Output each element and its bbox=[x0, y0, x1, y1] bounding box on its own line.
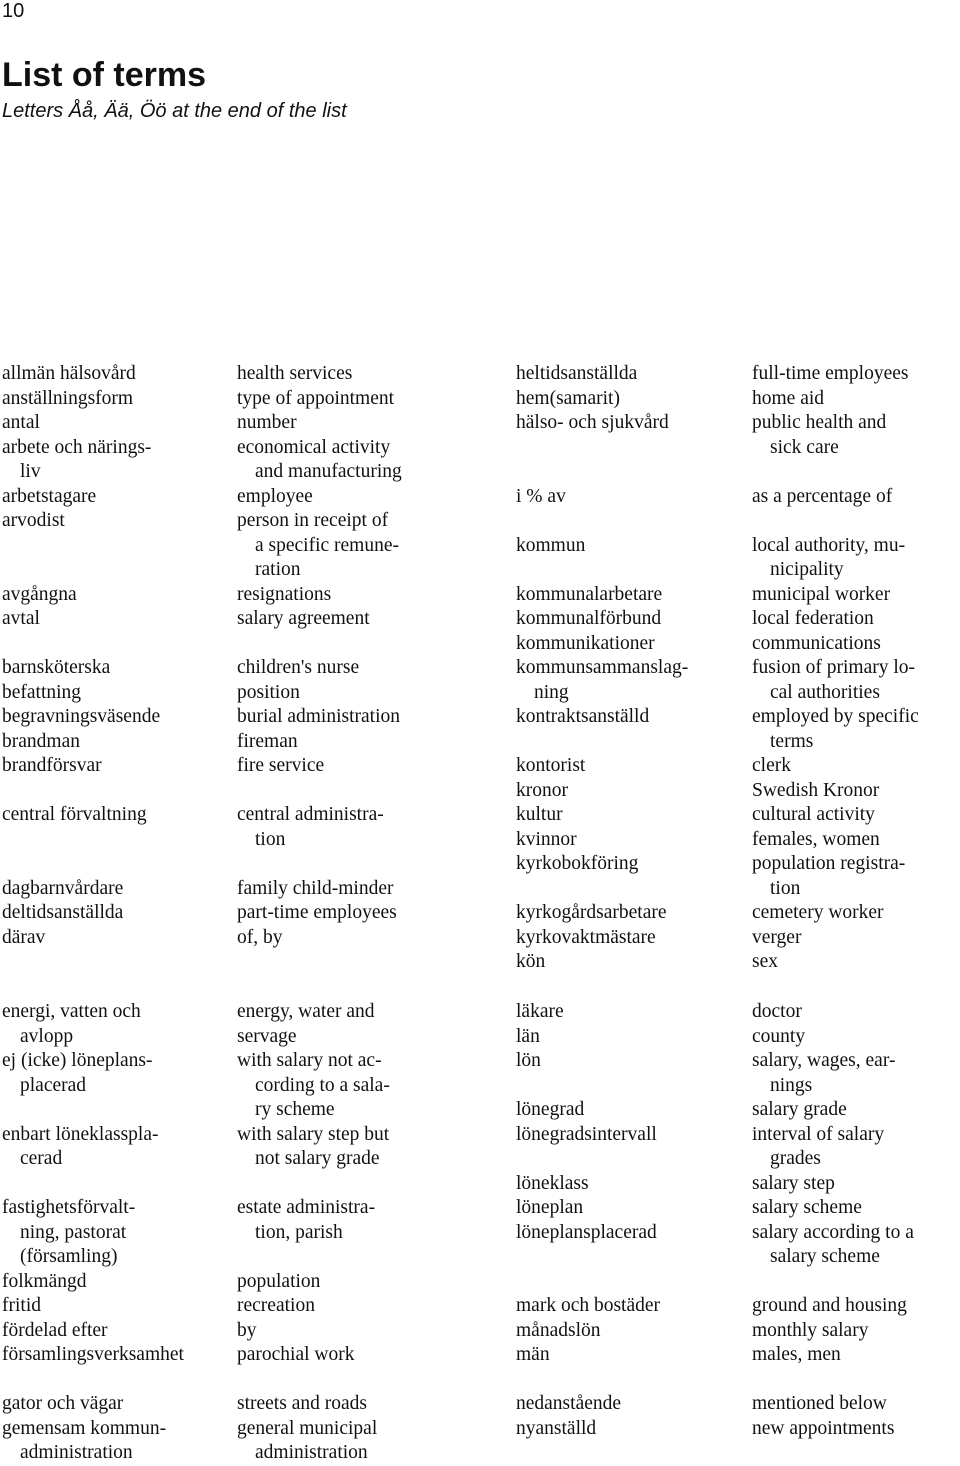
term-line: not salary grade bbox=[255, 1148, 380, 1169]
term-line: ning bbox=[534, 681, 569, 703]
term-line bbox=[2, 852, 160, 877]
term-line: kronor bbox=[516, 779, 568, 801]
term-line: economical activity bbox=[237, 436, 391, 458]
term-line: avgångna bbox=[2, 583, 77, 605]
term-line: a specific remune- bbox=[255, 534, 400, 556]
term-line: begravningsväsende bbox=[2, 706, 161, 727]
term-line: antal bbox=[2, 412, 40, 433]
swedish-term-column bbox=[516, 1000, 660, 1441]
term-line: arvodist bbox=[2, 510, 65, 531]
term-line: (församling) bbox=[20, 1246, 118, 1267]
term-line: as a percentage of bbox=[752, 485, 893, 507]
term-line bbox=[752, 509, 919, 534]
term-line: i % av bbox=[516, 485, 566, 507]
term-line: sick care bbox=[770, 436, 839, 458]
term-line: allmän hälsovård bbox=[2, 363, 136, 384]
term-line: employee bbox=[237, 485, 313, 507]
term-line: terms bbox=[770, 730, 814, 752]
term-line: salary agreement bbox=[237, 608, 370, 629]
term-line bbox=[2, 1368, 184, 1393]
swedish-term-column bbox=[2, 362, 160, 950]
term-line: ground and housing bbox=[752, 1295, 907, 1316]
term-line: population registra- bbox=[752, 853, 906, 874]
term-line: full-time employees bbox=[752, 363, 909, 384]
term-line: kön bbox=[516, 951, 546, 972]
term-line: cerad bbox=[20, 1148, 63, 1169]
term-line: by bbox=[237, 1319, 257, 1341]
term-line: position bbox=[237, 681, 300, 703]
term-line bbox=[752, 1270, 914, 1295]
term-line: därav bbox=[2, 926, 46, 948]
term-line: administration bbox=[20, 1442, 133, 1463]
term-line: cording to a sala- bbox=[255, 1074, 390, 1096]
term-line: resignations bbox=[237, 583, 332, 605]
term-line: löneplansplacerad bbox=[516, 1221, 657, 1243]
term-line: fritid bbox=[2, 1295, 41, 1316]
english-term-column bbox=[752, 362, 919, 975]
term-line: brandman bbox=[2, 730, 80, 752]
term-line: kommun bbox=[516, 534, 586, 556]
term-line: lön bbox=[516, 1050, 541, 1071]
term-line: municipal worker bbox=[752, 583, 891, 605]
term-line: mentioned below bbox=[752, 1393, 887, 1414]
term-line: salary grade bbox=[752, 1099, 847, 1120]
term-line: new appointments bbox=[752, 1417, 895, 1439]
term-line: part-time employees bbox=[237, 902, 397, 923]
term-line bbox=[516, 1245, 660, 1270]
term-line: with salary not ac- bbox=[237, 1050, 382, 1071]
term-line: kyrkobokföring bbox=[516, 853, 639, 874]
term-line: lönegradsintervall bbox=[516, 1123, 657, 1145]
term-line: of, by bbox=[237, 926, 283, 948]
term-line: befattning bbox=[2, 681, 82, 703]
term-line bbox=[237, 1172, 390, 1197]
term-line bbox=[2, 534, 160, 559]
term-line: anställningsform bbox=[2, 387, 134, 409]
term-line: employed by specific bbox=[752, 706, 919, 727]
term-line: health services bbox=[237, 363, 353, 384]
term-line: män bbox=[516, 1344, 550, 1365]
term-line: nicipality bbox=[770, 559, 844, 580]
term-line: general municipal bbox=[237, 1417, 378, 1439]
term-line: nyanställd bbox=[516, 1417, 597, 1439]
term-line: monthly salary bbox=[752, 1319, 869, 1341]
term-line: ration bbox=[255, 559, 301, 580]
page-subtitle: Letters Åå, Ää, Öö at the end of the list bbox=[2, 100, 347, 122]
english-term-column bbox=[752, 1000, 914, 1441]
english-term-column bbox=[237, 362, 402, 950]
term-line: local authority, mu- bbox=[752, 534, 906, 556]
term-line: ej (icke) löneplans- bbox=[2, 1050, 153, 1071]
term-line: salary scheme bbox=[752, 1197, 862, 1218]
term-line: tion, parish bbox=[255, 1221, 343, 1243]
term-line: local federation bbox=[752, 608, 874, 629]
term-line: arbetstagare bbox=[2, 485, 97, 507]
term-line: arbete och närings- bbox=[2, 436, 152, 458]
term-line bbox=[752, 1368, 914, 1393]
term-line: liv bbox=[20, 461, 41, 482]
term-line: kommunalarbetare bbox=[516, 583, 663, 605]
term-line: grades bbox=[770, 1148, 821, 1169]
term-line: person in receipt of bbox=[237, 510, 389, 531]
term-line: gemensam kommun- bbox=[2, 1417, 167, 1439]
term-line: fire service bbox=[237, 755, 325, 776]
term-line: cultural activity bbox=[752, 804, 875, 825]
term-line: home aid bbox=[752, 387, 825, 409]
term-line: salary step bbox=[752, 1172, 835, 1194]
term-line: gator och vägar bbox=[2, 1393, 124, 1414]
term-line: central administra- bbox=[237, 804, 384, 825]
term-line: burial administration bbox=[237, 706, 401, 727]
term-line: nedanstående bbox=[516, 1393, 622, 1414]
english-term-column bbox=[237, 1000, 390, 1466]
term-line bbox=[516, 1368, 660, 1393]
term-line: kommunsammanslag- bbox=[516, 657, 689, 678]
term-line bbox=[237, 1245, 390, 1270]
term-line: interval of salary bbox=[752, 1123, 885, 1145]
term-line bbox=[516, 1147, 660, 1172]
term-line: males, men bbox=[752, 1344, 841, 1365]
term-line: recreation bbox=[237, 1295, 315, 1316]
term-line: tion bbox=[770, 877, 801, 899]
term-line: läkare bbox=[516, 1001, 564, 1022]
swedish-term-column bbox=[2, 1000, 184, 1466]
term-line: central förvaltning bbox=[2, 804, 147, 825]
term-line: mark och bostäder bbox=[516, 1295, 661, 1316]
term-line bbox=[516, 436, 688, 461]
term-line: salary, wages, ear- bbox=[752, 1050, 896, 1071]
term-line: population bbox=[237, 1270, 321, 1292]
term-line: Swedish Kronor bbox=[752, 779, 880, 801]
term-line bbox=[2, 779, 160, 804]
term-line: tion bbox=[255, 828, 286, 850]
term-line: kyrkovaktmästare bbox=[516, 926, 656, 948]
term-line: kontorist bbox=[516, 755, 586, 776]
term-line: församlingsverksamhet bbox=[2, 1344, 184, 1365]
term-line: number bbox=[237, 412, 297, 433]
term-line: månadslön bbox=[516, 1319, 601, 1341]
term-line: hälso- och sjukvård bbox=[516, 412, 669, 433]
term-line bbox=[516, 1270, 660, 1295]
term-line: lönegrad bbox=[516, 1099, 585, 1120]
term-line bbox=[2, 632, 160, 657]
term-line: fördelad efter bbox=[2, 1319, 108, 1341]
term-line: and manufacturing bbox=[255, 461, 402, 482]
term-line: salary according to a bbox=[752, 1221, 914, 1243]
term-line: dagbarnvårdare bbox=[2, 877, 124, 899]
term-line: females, women bbox=[752, 828, 880, 850]
term-line: streets and roads bbox=[237, 1393, 367, 1414]
term-line: län bbox=[516, 1025, 540, 1047]
term-line: children's nurse bbox=[237, 657, 360, 678]
term-line: barnsköterska bbox=[2, 657, 111, 678]
term-line: placerad bbox=[20, 1074, 87, 1096]
term-line: kyrkogårdsarbetare bbox=[516, 902, 667, 923]
term-line: kommunalförbund bbox=[516, 608, 662, 629]
term-line bbox=[516, 730, 688, 755]
term-line: fireman bbox=[237, 730, 298, 752]
term-line: fastighetsförvalt- bbox=[2, 1197, 136, 1218]
term-line: estate administra- bbox=[237, 1197, 376, 1218]
term-line: löneplan bbox=[516, 1197, 584, 1218]
term-line: energi, vatten och bbox=[2, 1001, 141, 1022]
term-line: type of appointment bbox=[237, 387, 395, 409]
term-line: kvinnor bbox=[516, 828, 577, 850]
term-line: kontraktsanställd bbox=[516, 706, 650, 727]
term-line: verger bbox=[752, 926, 802, 948]
term-line: brandförsvar bbox=[2, 755, 102, 776]
term-line: avtal bbox=[2, 608, 40, 629]
page-number: 10 bbox=[2, 0, 25, 22]
swedish-term-column bbox=[516, 362, 688, 975]
term-line: nings bbox=[770, 1074, 813, 1096]
term-line: enbart löneklasspla- bbox=[2, 1123, 159, 1145]
term-line: communications bbox=[752, 632, 881, 654]
term-line: with salary step but bbox=[237, 1123, 390, 1145]
term-line: parochial work bbox=[237, 1344, 355, 1365]
term-line bbox=[237, 632, 402, 657]
term-line: ry scheme bbox=[255, 1099, 335, 1120]
term-line bbox=[2, 1172, 184, 1197]
term-line: hem(samarit) bbox=[516, 387, 620, 409]
term-line: public health and bbox=[752, 412, 887, 433]
term-line bbox=[516, 460, 688, 485]
term-line bbox=[752, 460, 919, 485]
term-line: administration bbox=[255, 1442, 368, 1463]
term-line: servage bbox=[237, 1025, 297, 1047]
term-line: fusion of primary lo- bbox=[752, 657, 916, 678]
term-line: deltidsanställda bbox=[2, 902, 124, 923]
term-line: cal authorities bbox=[770, 681, 880, 703]
term-line: kultur bbox=[516, 804, 563, 825]
term-line bbox=[516, 558, 688, 583]
term-line: sex bbox=[752, 951, 778, 972]
term-line: löneklass bbox=[516, 1172, 589, 1194]
term-line bbox=[2, 1098, 184, 1123]
term-line: clerk bbox=[752, 755, 791, 776]
term-line: family child-minder bbox=[237, 877, 394, 899]
term-line: heltidsanställda bbox=[516, 363, 638, 384]
term-line: salary scheme bbox=[770, 1246, 880, 1267]
term-line: doctor bbox=[752, 1001, 802, 1022]
term-line: avlopp bbox=[20, 1025, 74, 1047]
term-line: county bbox=[752, 1025, 806, 1047]
term-line bbox=[516, 509, 688, 534]
term-line bbox=[237, 852, 402, 877]
term-line bbox=[237, 779, 402, 804]
term-line: cemetery worker bbox=[752, 902, 884, 923]
term-line bbox=[2, 558, 160, 583]
page-title: List of terms bbox=[2, 56, 207, 94]
term-line bbox=[237, 1368, 390, 1393]
term-line: kommunikationer bbox=[516, 632, 655, 654]
term-line: energy, water and bbox=[237, 1001, 375, 1022]
term-line: ning, pastorat bbox=[20, 1221, 127, 1243]
term-line bbox=[516, 877, 688, 902]
term-line bbox=[2, 828, 160, 853]
term-line: folkmängd bbox=[2, 1270, 87, 1292]
term-line bbox=[516, 1074, 660, 1099]
